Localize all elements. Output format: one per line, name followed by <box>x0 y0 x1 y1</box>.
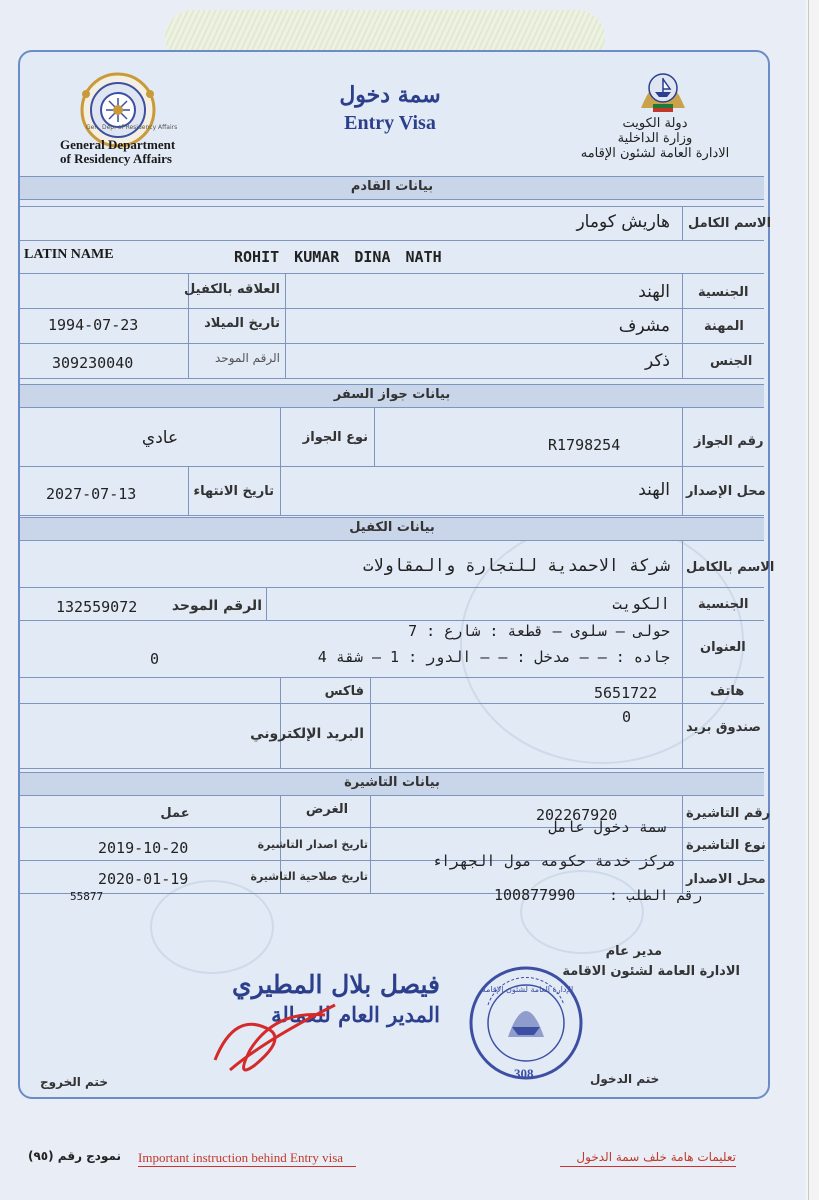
grid-line <box>20 308 764 309</box>
visa-issue-place-value: مركز خدمة حكومه مول الجهراء <box>432 852 676 870</box>
section-header-sponsor <box>20 517 764 541</box>
logo-caption: Gen. Dep. of Residency Affairs <box>86 124 178 131</box>
gender-value: ذكر <box>644 351 670 371</box>
nationality-label: الجنسية <box>698 285 749 300</box>
instruction-en: Important instruction behind Entry visa <box>138 1150 344 1165</box>
kuwait-emblem-icon <box>633 60 693 115</box>
gender-label: الجنس <box>710 354 753 369</box>
address-line-1: حولى – سلوى – قطعة : شارع : 7 <box>408 622 670 640</box>
form-number: نمودج رقم (٩٥) <box>28 1149 122 1163</box>
sponsor-name-value: شركة الاحمدية للتجارة والمقاولات <box>362 556 670 576</box>
grid-line <box>20 466 764 467</box>
purpose-label: الغرض <box>305 802 349 817</box>
full-name-label: الاسم الكامل <box>688 216 772 231</box>
director-department: الادارة العامة لشئون الاقامة <box>562 964 740 979</box>
grid-line <box>20 343 764 344</box>
visa-issue-date-label: تاريخ اصدار التاشيرة <box>257 838 368 851</box>
email-label: البريد الإلكتروني <box>250 726 364 742</box>
passport-number-label: رقم الجواز <box>694 434 764 449</box>
title-english: Entry Visa <box>344 112 436 134</box>
grid-line <box>682 541 683 768</box>
grid-line <box>188 466 189 515</box>
passport-type-value: عادي <box>141 428 179 448</box>
grid-line <box>280 677 281 768</box>
passport-number-value: R1798254 <box>548 436 621 454</box>
page-edge-line <box>808 0 809 1200</box>
signature-title: المدير العام للعمالة <box>271 1002 440 1027</box>
nationality-value: الهند <box>638 282 670 302</box>
grid-line <box>682 273 683 378</box>
visa-issue-place-label: محل الاصدار <box>686 872 766 887</box>
section-title: بيانات التاشيرة <box>344 775 440 790</box>
instruction-ar: تعليمات هامة خلف سمة الدخول <box>576 1150 736 1164</box>
signature-name: فيصل بلال المطيري <box>232 970 440 999</box>
grid-line <box>374 408 375 466</box>
grid-line <box>266 587 267 620</box>
section-header-visa <box>20 772 764 796</box>
sponsor-name-label: الاسم بالكامل <box>686 560 775 575</box>
section-header-arrival <box>20 176 764 200</box>
visa-number-value: 202267920 <box>536 806 618 824</box>
phone-label: هاتف <box>710 684 745 699</box>
latin-name-value: ROHIT KUMAR DINA NATH <box>234 248 442 266</box>
section-title: بيانات جواز السفر <box>333 387 451 402</box>
watermark-emblem <box>150 880 274 974</box>
passport-expiry-value: 2027-07-13 <box>46 485 137 503</box>
sponsor-nationality-label: الجنسية <box>698 597 749 612</box>
exit-stamp-label: ختم الخروج <box>40 1075 108 1089</box>
department-name-en <box>60 137 176 166</box>
instruction-underline <box>138 1166 356 1167</box>
po-box-value: 0 <box>622 708 632 726</box>
director-title: مدير عام <box>605 944 662 959</box>
grid-line <box>682 796 683 893</box>
sponsor-nationality-value: الكويت <box>612 594 670 613</box>
grid-line <box>20 587 764 588</box>
grid-line <box>20 206 764 207</box>
address-extra: 0 <box>150 650 160 668</box>
sponsor-unified-label: الرقم الموحد <box>171 598 262 614</box>
instruction-ar-underline <box>560 1166 736 1167</box>
request-no-label: رقم الطلب : <box>609 888 702 904</box>
visa-type-label: نوع التاشيرة <box>686 838 766 853</box>
address-line-2: جاده : – – مدخل : – – الدور : 1 – شقة 4 <box>317 648 670 666</box>
grid-line <box>20 240 764 241</box>
birth-date-label: تاريخ الميلاد <box>204 316 280 331</box>
grid-line <box>682 206 683 240</box>
profession-label: المهنة <box>704 319 744 334</box>
birth-date-value: 1994-07-23 <box>48 316 139 334</box>
section-header-passport <box>20 384 764 408</box>
section-title: بيانات القادم <box>350 179 434 194</box>
issuer-block <box>560 116 750 161</box>
visa-validity-value: 2020-01-19 <box>98 870 189 888</box>
sponsor-relation-label: العلاقه بالكفيل <box>184 282 280 297</box>
seal-number: 308 <box>514 1066 534 1081</box>
department-line-1: General Department <box>60 137 176 152</box>
side-number: 55877 <box>70 890 104 903</box>
visa-number-label: رقم التاشيرة <box>686 806 771 821</box>
grid-line <box>370 796 371 893</box>
department-line-2: of Residency Affairs <box>60 151 172 166</box>
grid-line <box>370 677 371 768</box>
full-name-value: هاريش كومار <box>576 212 670 232</box>
grid-line <box>20 378 764 379</box>
latin-name-label: LATIN NAME <box>24 247 114 262</box>
purpose-value: عمل <box>160 806 190 821</box>
visa-issue-date-value: 2019-10-20 <box>98 839 189 857</box>
request-no-value: 100877990 <box>494 886 576 904</box>
grid-line <box>20 768 764 769</box>
title-arabic: سمة دخول <box>339 82 441 108</box>
visa-validity-label: تاريخ صلاحية التاشيرة <box>250 870 368 883</box>
visa-type-value: سمة دخول عامل <box>548 818 666 836</box>
grid-line <box>20 677 764 678</box>
passport-issue-place-label: محل الإصدار <box>686 484 766 499</box>
entry-stamp-label: ختم الدخول <box>590 1072 660 1086</box>
fax-label: فاكس <box>324 684 364 699</box>
passport-type-label: نوع الجواز <box>302 430 368 445</box>
signature-scribble-icon <box>195 990 345 1080</box>
grid-line <box>20 273 764 274</box>
phone-value: 5651722 <box>594 684 658 702</box>
address-label: العنوان <box>700 640 746 655</box>
grid-line <box>682 408 683 515</box>
unified-no-value: 309230040 <box>52 354 134 372</box>
grid-line <box>20 515 764 516</box>
grid-line <box>20 620 764 621</box>
passport-expiry-label: تاريخ الانتهاء <box>193 484 274 499</box>
grid-line <box>20 703 764 704</box>
unified-no-label: الرقم الموحد <box>215 351 280 365</box>
sponsor-unified-value: 132559072 <box>56 598 138 616</box>
issuer-ministry: وزارة الداخلية <box>617 131 693 146</box>
profession-value: مشرف <box>618 316 670 336</box>
passport-issue-place-value: الهند <box>638 480 670 500</box>
issuer-country: دولة الكويت <box>622 116 688 131</box>
section-title: بيانات الكفيل <box>349 520 435 535</box>
seal-text: الإدارة العامة لشئون الإقامة <box>481 985 574 994</box>
grid-line <box>285 273 286 378</box>
grid-line <box>280 408 281 515</box>
issuer-department: الادارة العامة لشئون الإقامه <box>580 146 730 161</box>
po-box-label: صندوق بريد <box>686 720 761 735</box>
